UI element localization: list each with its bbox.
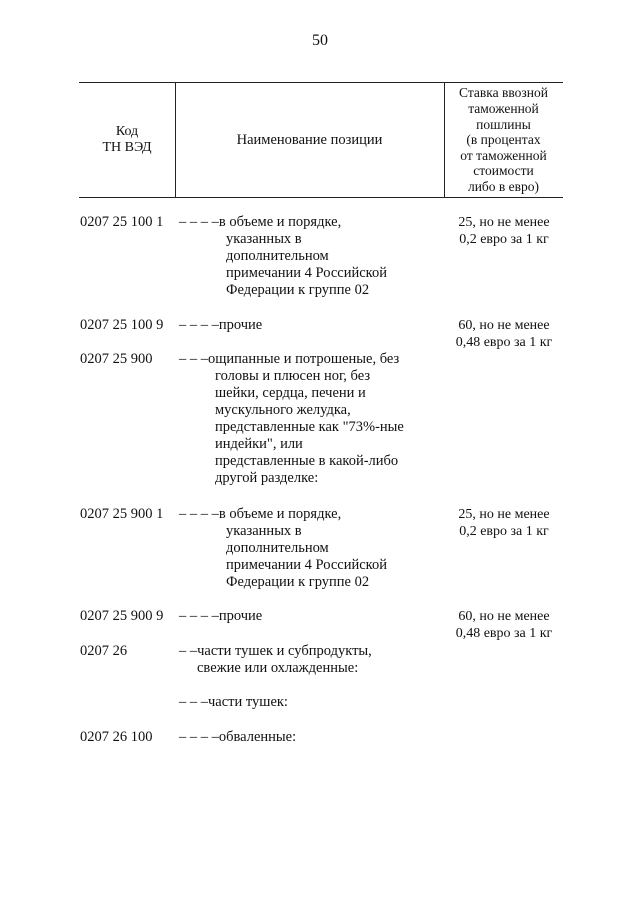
row-rate-line: 60, но не менее <box>458 609 550 624</box>
row-name-line: примечании 4 Российской <box>226 265 387 281</box>
row-code: 0207 25 100 9 <box>80 317 164 333</box>
row-dash: – – – – <box>179 729 219 745</box>
row-name-line: прочие <box>218 317 263 333</box>
row-name-line: в объеме и порядке, <box>218 214 342 230</box>
row-code: 0207 26 100 <box>80 729 153 745</box>
row-dash: – – – – <box>179 506 219 522</box>
row-name-line: в объеме и порядке, <box>218 506 342 522</box>
row-name <box>179 351 429 487</box>
row-code: 0207 25 900 1 <box>80 506 164 522</box>
row-name-line: мускульного желудка, <box>215 402 351 418</box>
row-name-line: Федерации к группе 02 <box>226 282 370 298</box>
row-code: 0207 25 100 1 <box>80 214 164 230</box>
row-rate-line: 0,2 евро за 1 кг <box>459 232 549 247</box>
row-name <box>179 694 429 711</box>
row-dash: – – – – <box>179 317 219 333</box>
row-rate <box>443 317 565 351</box>
row-rate-line: 25, но не менее <box>458 507 550 522</box>
row-name-line: указанных в <box>226 523 302 539</box>
row-name-line: дополнительном <box>226 248 329 264</box>
row-name-line: указанных в <box>226 231 302 247</box>
row-dash: – – <box>179 643 198 659</box>
row-rate-line: 60, но не менее <box>458 318 550 333</box>
header-code <box>79 83 175 197</box>
header-rate <box>444 83 563 197</box>
row-name-line: примечании 4 Российской <box>226 557 387 573</box>
row-name-line: представленные в какой-либо <box>215 453 399 469</box>
row-name-line: индейки", или <box>215 436 303 452</box>
row-code: 0207 26 <box>80 643 128 659</box>
row-name <box>179 214 429 299</box>
row-rate-line: 0,48 евро за 1 кг <box>455 626 553 641</box>
row-name <box>179 506 429 591</box>
header-name <box>175 83 444 197</box>
row-rate-line: 25, но не менее <box>458 215 550 230</box>
row-dash: – – – <box>179 694 208 710</box>
row-name <box>179 317 429 334</box>
header-code-text: Код ТН ВЭД <box>102 124 152 155</box>
row-name-line: части тушек: <box>208 694 288 710</box>
row-name-line: прочие <box>218 608 263 624</box>
header-name-text: Наименование позиции <box>236 132 383 148</box>
row-code: 0207 25 900 9 <box>80 608 164 624</box>
row-rate-line: 0,2 евро за 1 кг <box>459 524 549 539</box>
row-code: 0207 25 900 <box>80 351 153 367</box>
row-dash: – – – – <box>179 214 219 230</box>
row-name-line: представленные как "73%-ные <box>215 419 404 435</box>
row-name-line: другой разделке: <box>215 470 319 486</box>
row-name <box>179 643 429 677</box>
row-name-line: обваленные: <box>218 729 297 745</box>
row-rate <box>443 608 565 642</box>
row-name-line: головы и плюсен ног, без <box>215 368 371 384</box>
row-name <box>179 729 429 746</box>
page-number: 50 <box>312 32 328 49</box>
header-rate-text: Ставка ввозной таможенной пошлины (в процентах от таможенной стоимости либо в евро) <box>459 85 548 194</box>
row-name-line: дополнительном <box>226 540 329 556</box>
row-name-line: части тушек и субпродукты, <box>197 643 372 659</box>
row-name-line: ощипанные и потрошеные, без <box>208 351 400 367</box>
row-name-line: Федерации к группе 02 <box>226 574 370 590</box>
row-name-line: шейки, сердца, печени и <box>215 385 366 401</box>
row-name-line: свежие или охлажденные: <box>197 660 359 676</box>
row-rate-line: 0,48 евро за 1 кг <box>455 335 553 350</box>
table-header <box>79 82 563 198</box>
row-name <box>179 608 429 625</box>
row-rate <box>443 506 565 540</box>
row-dash: – – – <box>179 351 208 367</box>
row-dash: – – – – <box>179 608 219 624</box>
row-rate <box>443 214 565 248</box>
